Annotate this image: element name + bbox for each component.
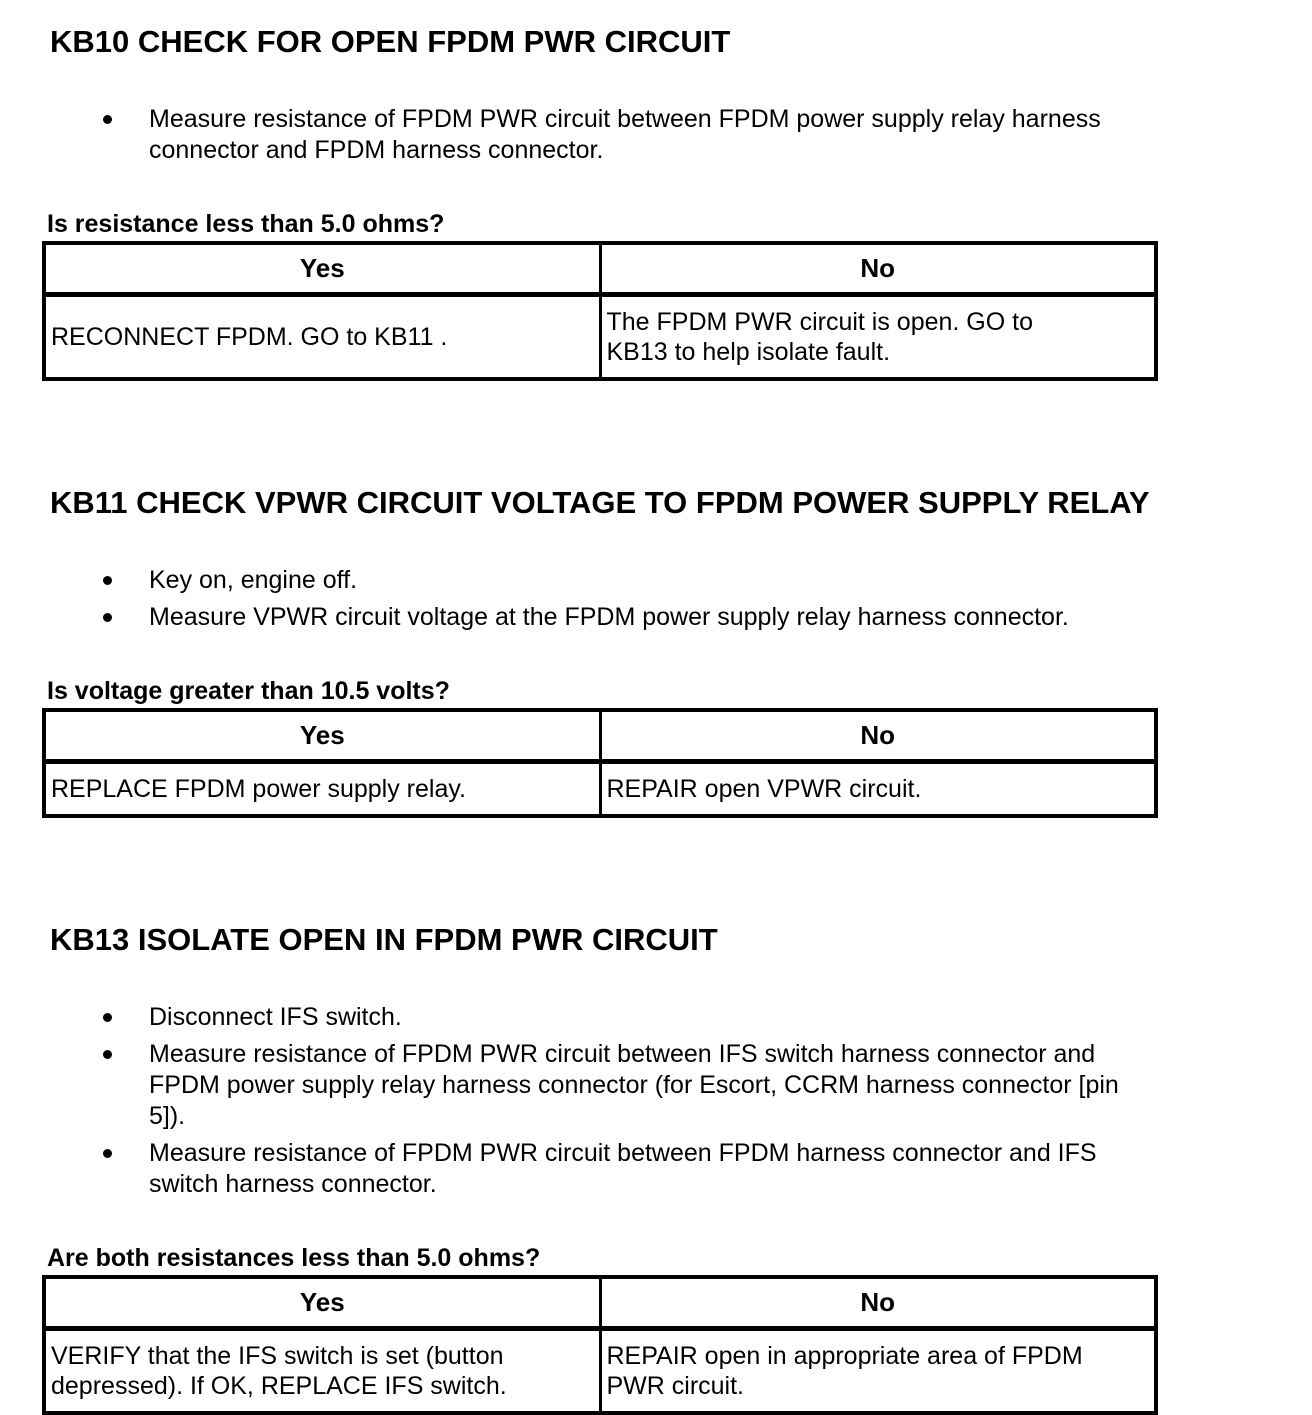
no-cell-text: The FPDM PWR circuit is open. GO to KB13 to help isolate fault. — [606, 308, 1033, 366]
section-kb10 — [0, 24, 1312, 381]
bullet-dot-icon — [103, 1013, 112, 1022]
question-text: Are both resistances less than 5.0 ohms? — [47, 1244, 541, 1272]
bullet-text: Measure resistance of FPDM PWR circuit between FPDM power supply relay harness connector and FPDM harness connector. — [149, 105, 1101, 164]
list-item — [42, 1039, 1272, 1132]
section-heading: KB11 CHECK VPWR CIRCUIT VOLTAGE TO FPDM POWER SUPPLY RELAY — [50, 485, 1150, 520]
question-text: Is voltage greater than 10.5 volts? — [47, 677, 450, 705]
bullet-list — [42, 565, 1272, 633]
yes-cell — [44, 762, 600, 817]
table-header-row — [44, 1277, 1156, 1329]
yes-header: Yes — [44, 1277, 600, 1329]
list-item — [42, 1002, 1272, 1033]
no-cell — [600, 762, 1156, 817]
table-header-row — [44, 243, 1156, 295]
bullet-dot-icon — [103, 1050, 112, 1059]
no-cell — [600, 1329, 1156, 1414]
bullet-dot-icon — [103, 1149, 112, 1158]
yes-header: Yes — [44, 243, 600, 295]
bullet-dot-icon — [103, 576, 112, 585]
yes-cell — [44, 295, 600, 380]
question-text: Is resistance less than 5.0 ohms? — [47, 210, 445, 238]
list-item — [42, 1138, 1272, 1200]
bullet-text: Key on, engine off. — [149, 566, 358, 594]
section-kb13 — [0, 922, 1312, 1415]
section-heading: KB13 ISOLATE OPEN IN FPDM PWR CIRCUIT — [50, 922, 718, 957]
table-row — [44, 1329, 1156, 1414]
bullet-dot-icon — [103, 115, 112, 124]
yes-cell-text: VERIFY that the IFS switch is set (button depressed). If OK, REPLACE IFS switch. — [51, 1342, 507, 1400]
bullet-dot-icon — [103, 613, 112, 622]
yes-cell — [44, 1329, 600, 1414]
decision-table — [42, 1275, 1158, 1415]
no-header: No — [600, 1277, 1156, 1329]
decision-table — [42, 241, 1158, 381]
bullet-text: Measure resistance of FPDM PWR circuit between FPDM harness connector and IFS switch harness connector. — [149, 1139, 1097, 1198]
no-header: No — [600, 710, 1156, 762]
no-cell-text: REPAIR open VPWR circuit. — [606, 775, 922, 803]
bullet-list — [42, 104, 1272, 166]
table-row — [44, 295, 1156, 380]
yes-header: Yes — [44, 710, 600, 762]
no-cell — [600, 295, 1156, 380]
decision-table — [42, 708, 1158, 818]
bullet-text: Disconnect IFS switch. — [149, 1003, 402, 1031]
table-row — [44, 762, 1156, 817]
no-header: No — [600, 243, 1156, 295]
section-heading: KB10 CHECK FOR OPEN FPDM PWR CIRCUIT — [50, 24, 731, 59]
section-kb11 — [0, 485, 1312, 818]
table-header-row — [44, 710, 1156, 762]
list-item — [42, 565, 1272, 596]
list-item — [42, 104, 1272, 166]
bullet-text: Measure VPWR circuit voltage at the FPDM power supply relay harness connector. — [149, 603, 1069, 631]
bullet-list — [42, 1002, 1272, 1200]
yes-cell-text: RECONNECT FPDM. GO to KB11 . — [51, 323, 448, 351]
bullet-text: Measure resistance of FPDM PWR circuit between IFS switch harness connector and FPDM power supply relay harness connector (for Escort, CCRM harness connector [pin 5]). — [149, 1040, 1119, 1130]
no-cell-text: REPAIR open in appropriate area of FPDM PWR circuit. — [606, 1342, 1083, 1400]
list-item — [42, 602, 1272, 633]
yes-cell-text: REPLACE FPDM power supply relay. — [51, 775, 466, 803]
